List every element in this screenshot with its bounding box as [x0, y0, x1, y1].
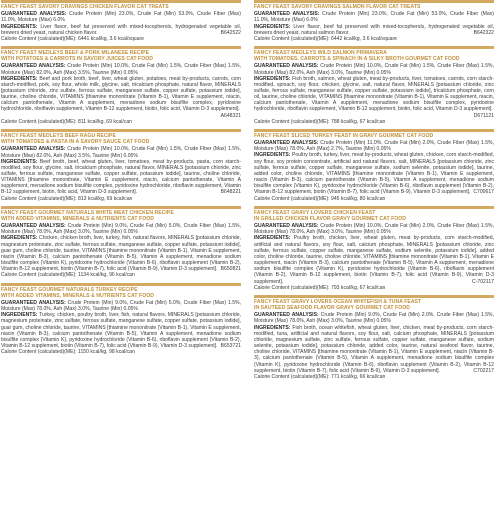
section-bar — [1, 46, 241, 49]
product-title — [1, 287, 241, 299]
product-title-line: WITH TOMATOES & PASTA IN A SAVORY SAUCE CAT FOOD — [1, 139, 150, 146]
ingredients — [1, 75, 241, 119]
guaranteed-analysis-label: GUARANTEED ANALYSIS: — [254, 223, 319, 230]
ingredients-value: Poultry broth, turkey, liver, meat by-products, wheat gluten, chicken, corn starch-modified, soy flour, soy protein concentrate, artificial and natural flavors, salt, MINERALS [potassium chloride, zinc sulfate, ferrous sulfate, copper sulfate, manganese sulfate, sodium selenite, potassium iodide], taurine, added color, choline chloride, VITAMINS [thiamine mononitrate (Vitamin B-1), Vitamin E supplement, niacin (Vitamin B-3), calcium pantothenate (Vitamin B-5), Vitamin A supplement, menadione sodium bisulfite complex (Vitamin K), pyridoxine hydrochloride (Vitamin B-6), riboflavin supplement (Vitamin B-2), Vitamin B-12 supplement, biotin (Vitamin B-7), folic acid (Vitamin B-9), Vitamin D-3 supplement]. — [254, 152, 494, 196]
calorie-label: Calorie Content (calculated)(ME): — [254, 373, 330, 380]
product-entry — [1, 283, 241, 360]
product-entry — [1, 206, 241, 283]
guaranteed-analysis-label: GUARANTEED ANALYSIS: — [254, 312, 319, 319]
guaranteed-analysis-value: Crude Protein (Min) 9.0%, Crude Fat (Min) 5.0%, Crude Fiber (Max) 1.5%, Moisture (Max) 78.0%, Ash (Max) 3.0%, Taurine (Min) 0.05% — [1, 299, 242, 313]
product-entry — [254, 46, 494, 129]
ingredients-label: INGREDIENTS: — [254, 235, 291, 242]
section-bar — [254, 0, 494, 3]
product-title-line: FANCY FEAST MEDLEYS BEEF RAGU RECIPE — [1, 132, 116, 139]
ingredients-label: INGREDIENTS: — [1, 158, 38, 165]
guaranteed-analysis-label: GUARANTEED ANALYSIS: — [1, 223, 66, 230]
ingredients — [1, 159, 241, 196]
guaranteed-analysis — [254, 223, 494, 235]
product-code: A648321 — [220, 112, 241, 119]
product-title-line: FANCY FEAST GRAVY LOVERS CHICKEN FEAST — [254, 209, 376, 216]
ingredients-value: Beef broth, beef, wheat gluten, liver, tomatoes, meat by-products, pasta, corn starch-modified, soy flour, glycine, salt, tricalcium phosphate, natural flavor, MINERALS [potassium chloride, zinc sulfate, ferrous sulfate, manganese sulfate, copper sulfate, potassium iodide], taurine, choline chloride, VITAMINS [thiamine mononitrate, Vitamin E supplement, niacin, calcium pantothenate, Vitamin A supplement, menadione sodium bisulfite complex, pyridoxine hydrochloride, riboflavin supplement, Vitamin B-12 supplement, biotin, folic acid, Vitamin D-3 supplement]. — [1, 158, 242, 196]
product-title — [1, 4, 241, 10]
calorie-label: Calorie Content (calculated)(ME): — [1, 118, 77, 125]
guaranteed-analysis-label: GUARANTEED ANALYSIS: — [254, 140, 319, 147]
product-title — [254, 299, 494, 311]
product-title — [1, 210, 241, 222]
guaranteed-analysis — [254, 11, 494, 23]
calorie-label: Calorie Content (calculated)(ME): — [254, 195, 330, 202]
guaranteed-analysis — [1, 300, 241, 312]
ingredients — [254, 235, 494, 284]
ingredients-value: Chicken, chicken broth, liver, turkey, fish, natural flavors, MINERALS [potassium chloride, magnesium proteinate, zinc sulfate, ferrous sulfate, manganese sulfate, copper sulfate, potassium iodide], guar gum, choline chloride, taurine, VITAMINS [thiamine mononitrate (Vitamin B-1), Vitamin E supplement, niacin (Vitamin B-3), calcium pantothenate (Vitamin B-5), Vitamin A supplement, menadione sodium bisulfite complex (Vitamin K), pyridoxine hydrochloride (Vitamin B-6), riboflavin supplement (Vitamin B-2), Vitamin B-12 supplement, biotin (Vitamin B-7), folic acid (Vitamin B-9), Vitamin D-3 supplement]. — [1, 235, 241, 273]
calorie-value: 788 kcal/kg, 67 kcal/can — [331, 118, 386, 125]
product-title-line: WITH ADDED VITAMINS, MINERALS & NUTRIENTS CAT FOOD — [1, 215, 154, 222]
guaranteed-analysis-label: GUARANTEED ANALYSIS: — [1, 146, 66, 153]
product-entry — [254, 129, 494, 206]
section-bar — [254, 295, 494, 298]
guaranteed-analysis-value: Crude Protein (Min) 23.0%, Crude Fat (Min) 53.0%, Crude Fiber (Max) 11.0%, Moisture (Max) 6.0% — [1, 11, 241, 24]
section-bar — [1, 283, 241, 286]
calorie-label: Calorie Content (calculated)(ME): — [1, 195, 77, 202]
ingredients-label: INGREDIENTS: — [1, 23, 38, 30]
product-title-line: IN SAUTEED SEAFOOD FLAVOR GRAVY GOURMET CAT FOOD — [254, 305, 410, 312]
ingredients-value: Beef and pork broth, beef, liver, wheat gluten, potatoes, meat by-products, carrots, corn starch-modified, pork, soy flour, whole milk, glycine, salt, tricalcium phosphate, natural flavor, MINERALS [potassium chloride, zinc sulfate, ferrous sulfate, manganese sulfate, copper sulfate, potassium iodide], taurine, choline chloride, VITAMINS [thiamine mononitrate (Vitamin B-1), Vitamin E supplement, niacin, calcium pantothenate, Vitamin A supplement, menadione sodium bisulfite complex, pyridoxine hydrochloride, riboflavin supplement, Vitamin B-12 supplement, biotin, folic acid, Vitamin D-3 supplement]. — [1, 75, 241, 113]
ingredients-label: INGREDIENTS: — [254, 75, 291, 82]
product-code: C702217 — [473, 367, 494, 374]
product-code: B650821 — [220, 266, 241, 273]
product-title-line: FANCY FEAST GOURMET NATURALS WHITE MEAT CHICKEN RECIPE — [1, 209, 174, 216]
calorie-value: 771 kcal/kg, 66 kcal/can — [331, 373, 386, 380]
product-title-line: WITH POTATOES & CARROTS IN SAVORY JUICES CAT FOOD — [1, 56, 153, 63]
ingredients-label: INGREDIENTS: — [254, 23, 291, 30]
ingredients-value: Poultry broth, chicken, liver, wheat gluten, meat by-products, corn starch-modified, artificial and natural flavors, soy flour, salt, calcium phosphate, MINERALS [potassium chloride, zinc sulfate, ferrous sulfate, copper sulfate, manganese sulfate, sodium selenite, potassium iodide], added color, choline chloride, taurine, choline chloride, VITAMINS [thiamine mononitrate (Vitamin B-1), Vitamin E supplement, niacin (Vitamin B-3), calcium pantothenate (Vitamin B-5), Vitamin A supplement, menadione sodium bisulfite complex (Vitamin K), pyridoxine hydrochloride (Vitamin B-6), riboflavin supplement (Vitamin B-2), Vitamin B-12 supplement, biotin (Vitamin B-7), folic acid (Vitamin B-9), Vitamin D-3 supplement]. — [254, 235, 494, 285]
ingredients — [254, 325, 494, 374]
entry-spacer — [1, 355, 241, 359]
ingredients — [254, 75, 494, 119]
product-title-line: WITH ADDED VITAMINS, MINERALS & NUTRIENTS CAT FOOD — [1, 292, 154, 299]
product-code: B642322 — [473, 29, 494, 36]
guaranteed-analysis-value: Crude Protein (Min) 11.0%, Crude Fat (Min) 2.0%, Crude Fiber (Max) 1.5%, Moisture (Max) 78.0%, Ash (Max) 2.7%, Taurine (Min) 0.05% — [254, 140, 495, 153]
product-title-line: FANCY FEAST MEDLEYS WILD SALMON PRIMAVERA — [254, 49, 387, 56]
product-title — [254, 4, 494, 10]
product-entry — [254, 206, 494, 295]
section-bar — [254, 129, 494, 132]
ingredients-value: Liver flavor, beef fat preserved with mixed-tocopherols, hydrogenated vegetable oil, brewers dried yeast, natural salmon flavor. — [254, 23, 494, 36]
calorie-value: 945 kcal/kg, 80 kcal/can — [331, 195, 386, 202]
product-code: B653721 — [220, 343, 241, 350]
guaranteed-analysis — [1, 11, 241, 23]
guaranteed-analysis-value: Crude Protein (Min) 9.0%, Crude Fat (Min) 2.0%, Crude Fiber (Max) 1.5%, Moisture (Max) 78.0%, Ash (Max) 3.0%, Taurine (Min) 0.05% — [254, 312, 495, 325]
guaranteed-analysis-label: GUARANTEED ANALYSIS: — [1, 11, 67, 18]
ingredients-value: Fish broth, ocean whitefish, wheat gluten, liver, chicken, meat by-products, corn starch-modified, tuna, artificial and natural flavors, soy flour, salt, calcium phosphate, MINERALS [potassium chloride, magnesium sulfate, zinc sulfate, ferrous sulfate, copper sulfate, manganese sulfate, sodium selenite, potassium iodide], potassium chloride, added color, taurine, natural seafood flavor, taurine, choline chloride, VITAMINS [thiamine mononitrate (Vitamin B-1), Vitamin E supplement, niacin (Vitamin B-3), calcium pantothenate (Vitamin B-5), Vitamin A supplement, menadione sodium bisulfite complex (Vitamin K), pyridoxine hydrochloride (Vitamin B-6), riboflavin supplement (Vitamin B-2), Vitamin B-12 supplement, biotin (Vitamin B-7), folic acid (Vitamin B-9), Vitamin D-3 supplement]. — [254, 324, 494, 374]
guaranteed-analysis — [1, 146, 241, 158]
product-title-line: WITH TOMATOES, CARROTS & SPINACH IN A SILKY BROTH GOURMET CAT FOOD — [254, 56, 460, 63]
product-entry — [1, 0, 241, 46]
product-title — [254, 133, 494, 139]
product-title-line: FANCY FEAST MEDLEYS BEEF & PORK MILANESE RECIPE — [1, 49, 150, 56]
left-column — [1, 0, 241, 359]
product-code: C700617 — [473, 189, 494, 196]
product-title — [1, 133, 241, 145]
product-details — [1, 300, 241, 355]
guaranteed-analysis-label: GUARANTEED ANALYSIS: — [254, 63, 319, 70]
calorie-label: Calorie Content (calculated)(ME): — [254, 35, 330, 42]
product-code: B642522 — [220, 29, 241, 36]
calorie-label: Calorie Content (calculated)(ME): — [254, 284, 330, 291]
ingredients-label: INGREDIENTS: — [1, 235, 38, 242]
product-details — [254, 140, 494, 202]
guaranteed-analysis — [1, 63, 241, 75]
product-details — [254, 11, 494, 42]
product-details — [1, 223, 241, 278]
guaranteed-analysis-value: Crude Protein (Min) 10.0%, Crude Fat (Min) 1.5%, Crude Fiber (Max) 1.5%, Moisture (Max) 82.0%, Ash (Max) 3.5%, Taurine (Min) 0.05% — [1, 63, 242, 76]
product-entry — [254, 295, 494, 384]
guaranteed-analysis-value: Crude Protein (Min) 10.0%, Crude Fat (Min) 1.5%, Crude Fiber (Max) 1.5%, Moisture (Max) 82.0%, Ash (Max) 3.0%, Taurine (Min) 0.05% — [254, 63, 495, 76]
entry-spacer — [254, 380, 494, 384]
product-details — [254, 223, 494, 291]
guaranteed-analysis — [254, 312, 494, 324]
product-title — [254, 50, 494, 62]
product-details — [1, 11, 241, 42]
product-entry — [1, 46, 241, 129]
calorie-value: 6441 kcal/kg, 3.6 kcal/square — [78, 35, 144, 42]
ingredients-value: Turkey, chicken, poultry broth, liver, fish, natural flavors, MINERALS [potassium chloride, magnesium proteinate, zinc sulfate, ferrous sulfate, manganese sulfate, copper sulfate, potassium iodide], guar gum, choline chloride, taurine, VITAMINS [thiamine mononitrate (Vitamin B-1), Vitamin E supplement, niacin (Vitamin B-3), calcium pantothenate (Vitamin B-5), Vitamin A supplement, menadione sodium bisulfite complex (Vitamin K), pyridoxine hydrochloride (Vitamin B-6), riboflavin supplement (Vitamin B-2), Vitamin B-12 supplement, biotin (Vitamin B-7), folic acid (Vitamin B-9), Vitamin D-3 supplement]. — [1, 312, 241, 350]
ingredients-value: Fish broth, salmon, wheat gluten, meat by-products, liver, tomatoes, carrots, corn starch-modified, spinach, soy flour, chicken, glycine, salt, natural flavor, MINERALS [potassium chloride, zinc sulfate, ferrous sulfate, manganese sulfate, copper sulfate, potassium iodide], tricalcium phosphate, corn oil, taurine, choline chloride, VITAMINS [thiamine mononitrate (Vitamin B-1), Vitamin E supplement, niacin, calcium pantothenate, Vitamin A supplement, menadione sodium bisulfite complex, pyridoxine hydrochloride, riboflavin supplement, Vitamin B-12 supplement, biotin, folic acid, Vitamin D-3 supplement]. — [254, 75, 494, 113]
ingredients-label: INGREDIENTS: — [1, 75, 38, 82]
ingredients-label: INGREDIENTS: — [1, 312, 38, 319]
product-details — [254, 312, 494, 380]
product-title-line: IN GRILLED CHICKEN FLAVOR GRAVY GOURMET CAT FOOD — [254, 215, 407, 222]
guaranteed-analysis-label: GUARANTEED ANALYSIS: — [1, 63, 66, 70]
product-title-line: FANCY FEAST GOURMET NATURALS TURKEY RECIPE — [1, 286, 138, 293]
section-bar — [1, 129, 241, 132]
right-column — [254, 0, 494, 384]
guaranteed-analysis-label: GUARANTEED ANALYSIS: — [254, 11, 320, 18]
product-code: D671121 — [473, 112, 494, 119]
calorie-label: Calorie Content (calculated)(ME): — [1, 272, 77, 279]
product-title — [254, 210, 494, 222]
calorie-value: 6442 kcal/kg, 3.6 kcal/square — [331, 35, 397, 42]
calorie-label: Calorie Content (calculated)(ME): — [254, 118, 330, 125]
ingredients-label: INGREDIENTS: — [254, 324, 291, 331]
product-title-line: FANCY FEAST GRAVY LOVERS OCEAN WHITEFISH & TUNA FEAST — [254, 298, 422, 305]
calorie-value: 811 kcal/kg, 69 kcal/can — [78, 118, 133, 125]
ingredients-label: INGREDIENTS: — [254, 152, 291, 159]
guaranteed-analysis-value: Crude Protein (Min) 10.0%, Crude Fat (Min) 2.0%, Crude Fiber (Max) 1.5%, Moisture (Max) 78.0%, Ash (Max) 3.0%, Taurine (Min) 0.05% — [254, 223, 495, 236]
ingredients — [254, 24, 494, 36]
product-title — [1, 50, 241, 62]
calorie-label: Calorie Content (calculated)(ME): — [1, 349, 77, 356]
section-bar — [254, 46, 494, 49]
guaranteed-analysis — [1, 223, 241, 235]
ingredients — [1, 235, 241, 272]
product-code: C-702117 — [472, 278, 494, 285]
product-code: B648221 — [220, 189, 241, 196]
product-details — [1, 146, 241, 201]
product-title-line: FANCY FEAST SAVORY CRAVINGS SALMON FLAVOR CAT TREATS — [254, 4, 421, 10]
guaranteed-analysis — [254, 63, 494, 75]
guaranteed-analysis-label: GUARANTEED ANALYSIS: — [1, 299, 66, 306]
calorie-value: 1134 kcal/kg, 96 kcal/can — [78, 272, 135, 279]
section-bar — [254, 206, 494, 209]
guaranteed-analysis-value: Crude Protein (Min) 10.0%, Crude Fat (Min) 1.5%, Crude Fiber (Max) 1.5%, Moisture (Max) 82.0%, Ash (Max) 3.5%, Taurine (Min) 0.05% — [1, 146, 242, 159]
ingredients — [1, 312, 241, 349]
product-title-line: FANCY FEAST SLICED TURKEY FEAST IN GRAVY GOURMET CAT FOOD — [254, 132, 434, 139]
ingredients — [254, 152, 494, 195]
guaranteed-analysis — [254, 140, 494, 152]
calorie-value: 793 kcal/kg, 67 kcal/can — [331, 284, 386, 291]
calorie-value: 1150 kcal/kg, 98 kcal/can — [78, 349, 135, 356]
product-entry — [1, 129, 241, 206]
product-title-line: FANCY FEAST SAVORY CRAVINGS CHICKEN FLAVOR CAT TREATS — [1, 4, 169, 10]
section-bar — [1, 0, 241, 3]
ingredients-value: Liver flavor, beef fat preserved with mixed-tocopherols, hydrogenated vegetable oil, brewers dried yeast, natural chicken flavor. — [1, 23, 241, 36]
product-entry — [254, 0, 494, 46]
guaranteed-analysis-value: Crude Protein (Min) 9.0%, Crude Fat (Min) 5.0%, Crude Fiber (Max) 1.5%, Moisture (Max) 78.0%, Ash (Max) 3.0%, Taurine (Min) 0.05% — [1, 223, 242, 236]
ingredients — [1, 24, 241, 36]
calorie-value: 813 kcal/kg, 69 kcal/can — [78, 195, 133, 202]
product-details — [254, 63, 494, 125]
calorie-label: Calorie Content (calculated)(ME): — [1, 35, 77, 42]
product-details — [1, 63, 241, 125]
section-bar — [1, 206, 241, 209]
guaranteed-analysis-value: Crude Protein (Min) 23.0%, Crude Fat (Min) 53.0%, Crude Fiber (Max) 11.0%, Moisture (Max) 6.0% — [254, 11, 494, 24]
